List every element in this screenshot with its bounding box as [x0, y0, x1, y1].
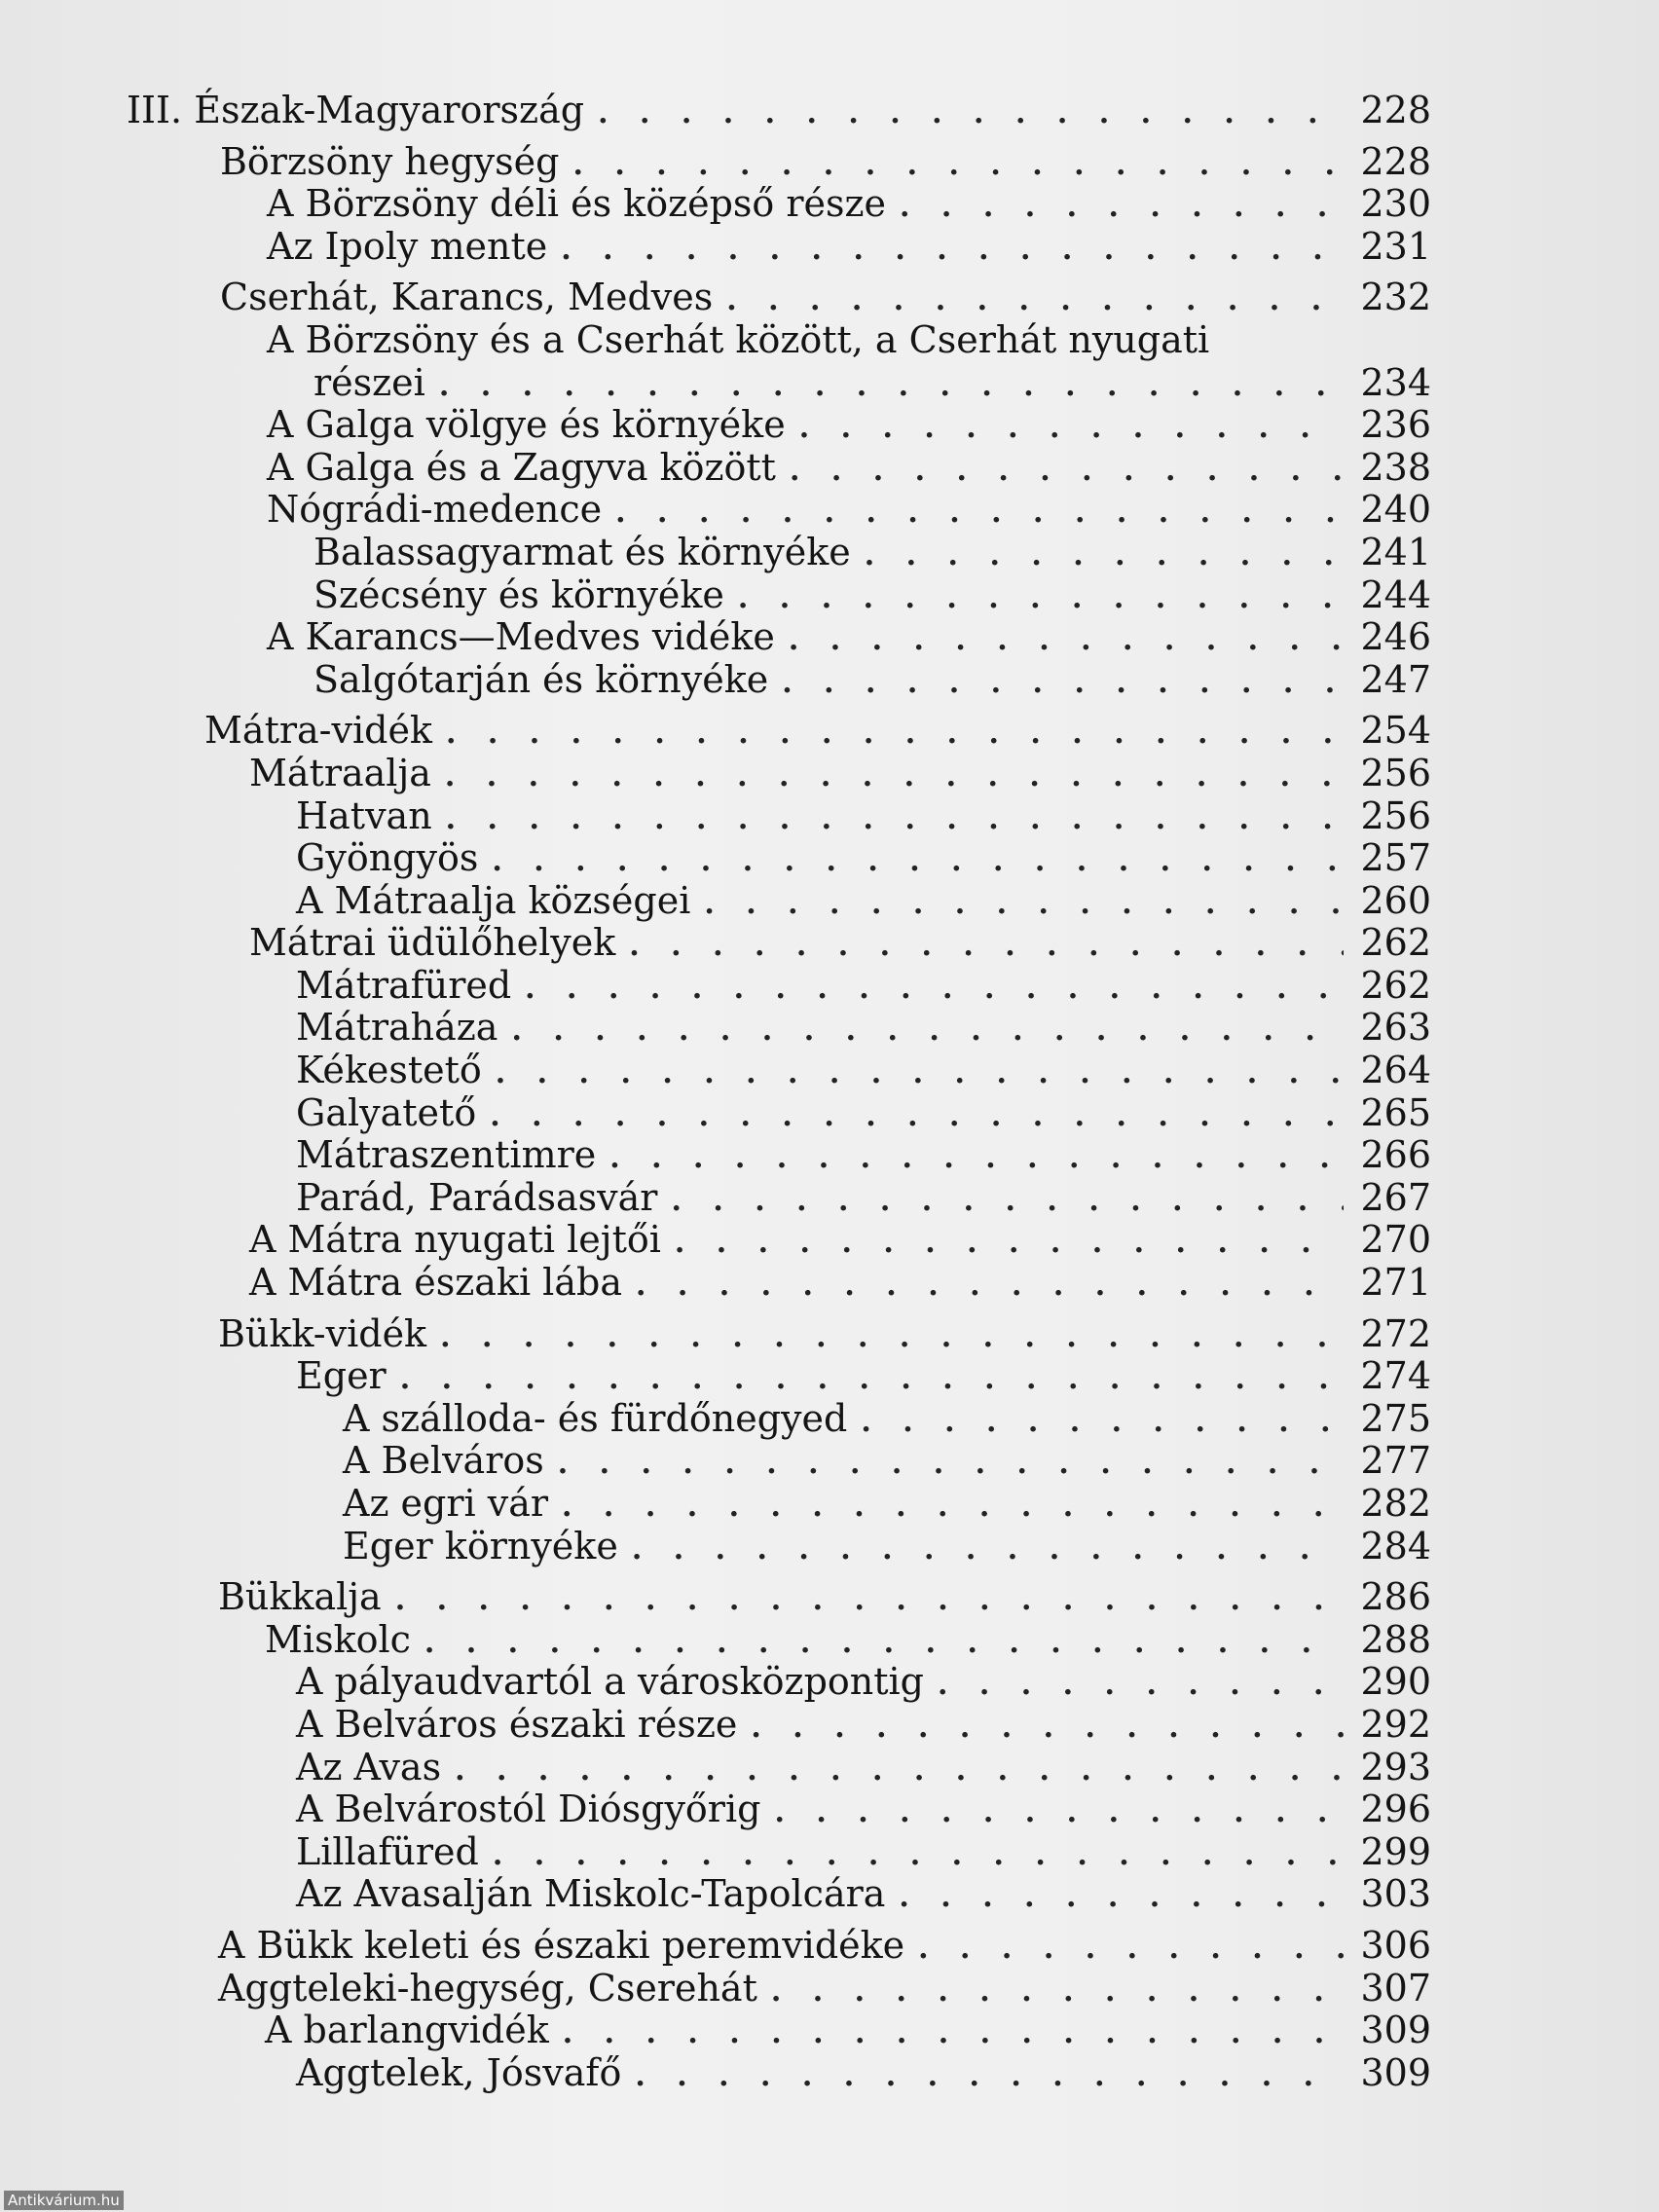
toc-entry: [127, 1219, 1431, 1262]
toc-entry: [127, 1704, 1431, 1747]
entry-label: Salgótarján és környéke: [313, 657, 769, 701]
toc-entry: [127, 1576, 1431, 1619]
entry-label: A Galga és a Zagyva között: [267, 445, 776, 489]
entry-label: A Börzsöny és a Cserhát között, a Cserhát nyugati: [267, 317, 1210, 361]
entry-label: A Galga völgye és környéke: [267, 403, 786, 447]
section-heading: [127, 90, 1431, 132]
entry-label: Miskolc: [265, 1617, 411, 1661]
dot-leader: [671, 1180, 1344, 1223]
entry-label: Parád, Parádsasvár: [296, 1175, 658, 1219]
dot-leader: [799, 407, 1344, 450]
dot-leader: [440, 1316, 1344, 1359]
dot-leader: [790, 450, 1344, 493]
toc-entry: [127, 710, 1431, 753]
toc-entry: [127, 276, 1431, 319]
entry-label: A Karancs—Medves vidéke: [267, 615, 775, 659]
toc-entry: [127, 362, 1431, 405]
dot-leader: [424, 1622, 1344, 1665]
toc-entry: [127, 1177, 1431, 1220]
toc-entry: [127, 1526, 1431, 1568]
page-number: 288: [1360, 1617, 1431, 1661]
entry-label: A Bükk keleti és északi peremvidéke: [218, 1923, 905, 1967]
entry-label: Bükk-vidék: [218, 1311, 427, 1355]
page-number: 241: [1360, 530, 1431, 573]
page-number: 286: [1360, 1575, 1431, 1619]
entry-label: A Börzsöny déli és középső része: [267, 182, 887, 226]
dot-leader: [525, 968, 1344, 1011]
dot-leader: [395, 1579, 1344, 1622]
page-number: 296: [1360, 1788, 1431, 1831]
toc-entry: [127, 922, 1431, 965]
dot-leader: [563, 2012, 1344, 2055]
section-title-text: Észak-Magyarország: [194, 89, 585, 131]
page-number: 272: [1360, 1311, 1431, 1355]
dot-leader: [629, 925, 1344, 968]
page-number: 260: [1360, 878, 1431, 922]
toc-entry: [127, 1092, 1431, 1135]
dot-leader: [445, 756, 1344, 798]
toc-entry: [127, 2052, 1431, 2095]
entry-label: Nógrádi-medence: [267, 488, 603, 532]
toc-entry: [127, 183, 1431, 226]
page-number: 284: [1360, 1524, 1431, 1567]
dot-leader: [789, 619, 1344, 662]
entry-label: Mátraszentimre: [296, 1133, 597, 1177]
toc-entry: [127, 1262, 1431, 1305]
page-number: 307: [1360, 1966, 1431, 2009]
toc-entry: [127, 659, 1431, 702]
page-number: 254: [1360, 709, 1431, 753]
dot-leader: [615, 492, 1344, 535]
entry-label: Mátraalja: [249, 751, 431, 794]
dot-leader: [635, 2055, 1344, 2098]
entry-label: A barlangvidék: [265, 2009, 549, 2052]
page-number: 270: [1360, 1218, 1431, 1262]
page-number: 262: [1360, 963, 1431, 1007]
dot-leader: [511, 1010, 1344, 1052]
dot-leader: [899, 1876, 1344, 1919]
page-number: 244: [1360, 572, 1431, 616]
toc-entry: [127, 1398, 1431, 1441]
dot-leader: [609, 1137, 1344, 1180]
entry-label: Aggtelek, Jósvafő: [296, 2050, 622, 2094]
entry-label: Gyöngyös: [296, 836, 479, 880]
page-number: 275: [1360, 1396, 1431, 1440]
entry-label: Mátraháza: [296, 1006, 498, 1050]
page-number: 293: [1360, 1745, 1431, 1788]
toc-entry: [127, 447, 1431, 490]
toc-entry: [127, 1313, 1431, 1356]
toc-entry: [127, 489, 1431, 532]
page-number: 262: [1360, 921, 1431, 965]
toc-entry: [127, 1831, 1431, 1874]
page-number: 228: [1360, 139, 1431, 183]
toc-entry: [127, 880, 1431, 923]
page-number: 234: [1360, 360, 1431, 404]
entry-label: részei: [313, 360, 425, 404]
entry-label: Az Avasalján Miskolc-Tapolcára: [296, 1872, 886, 1916]
toc-entry: [127, 2009, 1431, 2052]
entry-label: Szécsény és környéke: [313, 572, 724, 616]
dot-leader: [774, 1791, 1344, 1834]
dot-leader: [771, 1971, 1344, 2013]
entry-label: A Belvárostól Diósgyőrig: [296, 1788, 761, 1831]
entry-label: A szálloda- és fürdőnegyed: [343, 1396, 848, 1440]
page-number: 267: [1360, 1175, 1431, 1219]
dot-leader: [598, 92, 1344, 135]
toc-entry: [127, 1483, 1431, 1526]
toc-entry: [127, 965, 1431, 1008]
page-number: 290: [1360, 1660, 1431, 1704]
entry-label: Mátrafüred: [296, 963, 512, 1007]
dot-leader: [900, 186, 1344, 229]
toc-entry: [127, 1968, 1431, 2010]
entry-label: Kékestető: [296, 1049, 482, 1092]
entry-label: A pályaudvartól a városközpontig: [296, 1660, 924, 1704]
table-of-contents: [127, 90, 1431, 2094]
toc-entry: [127, 616, 1431, 659]
entry-label: Aggteleki-hegység, Cserehát: [218, 1966, 757, 2009]
toc-entry: [127, 226, 1431, 269]
dot-leader: [496, 1052, 1344, 1095]
page-number: 257: [1360, 836, 1431, 880]
entry-label: Galyatető: [296, 1090, 477, 1134]
dot-leader: [455, 1750, 1344, 1792]
page-number: 263: [1360, 1006, 1431, 1050]
toc-entry: [127, 1134, 1431, 1177]
toc-entry: [127, 837, 1431, 880]
dot-leader: [675, 1222, 1344, 1265]
watermark: Antikvárium.hu: [4, 2191, 124, 2210]
toc-entry: [127, 1925, 1431, 1968]
entry-label: Mátra-vidék: [204, 709, 432, 753]
toc-entry: [127, 1355, 1431, 1398]
page-number: 309: [1360, 2050, 1431, 2094]
toc-entry: [127, 1873, 1431, 1916]
page-number: 232: [1360, 276, 1431, 319]
dot-leader: [439, 365, 1344, 408]
page-number: 246: [1360, 615, 1431, 659]
entry-label: A Belváros: [343, 1439, 544, 1483]
page-number: 271: [1360, 1261, 1431, 1305]
page-number: 231: [1360, 224, 1431, 268]
entry-label: Börzsöny hegység: [220, 139, 560, 183]
dot-leader: [492, 840, 1344, 883]
page-number: 240: [1360, 488, 1431, 532]
entry-label: A Mátraalja községei: [296, 878, 691, 922]
page-number: 247: [1360, 657, 1431, 701]
dot-leader: [400, 1358, 1344, 1401]
page-number: 306: [1360, 1923, 1431, 1967]
entry-label: Balassagyarmat és környéke: [313, 530, 851, 573]
entry-label: Cserhát, Karancs, Medves: [220, 276, 714, 319]
entry-label: Az Avas: [296, 1745, 442, 1788]
entry-label: Hatvan: [296, 793, 432, 837]
toc-entry: [127, 1007, 1431, 1050]
toc-entry: [127, 1747, 1431, 1789]
entry-label: Bükkalja: [218, 1575, 382, 1619]
page-number: 265: [1360, 1090, 1431, 1134]
page-number: 282: [1360, 1482, 1431, 1525]
toc-entry: [127, 753, 1431, 795]
toc-entry: [127, 1050, 1431, 1092]
dot-leader: [636, 1265, 1344, 1308]
toc-entry: [127, 1661, 1431, 1704]
dot-leader: [558, 1443, 1344, 1486]
dot-leader: [918, 1928, 1344, 1971]
page-number: 256: [1360, 751, 1431, 794]
dot-leader: [726, 279, 1344, 322]
page-number: 299: [1360, 1829, 1431, 1873]
page-number: 292: [1360, 1702, 1431, 1746]
dot-leader: [446, 798, 1344, 841]
page-number: 274: [1360, 1354, 1431, 1398]
entry-label: Az egri vár: [343, 1482, 549, 1525]
dot-leader: [704, 883, 1344, 926]
page-number: 236: [1360, 403, 1431, 447]
page-number: 277: [1360, 1439, 1431, 1483]
entry-label: Az Ipoly mente: [267, 224, 548, 268]
dot-leader: [561, 229, 1344, 272]
dot-leader: [490, 1095, 1344, 1138]
entry-label: Eger környéke: [343, 1524, 618, 1567]
dot-leader: [632, 1529, 1344, 1571]
toc-entry: [127, 1788, 1431, 1831]
toc-entry: [127, 1440, 1431, 1483]
page-number: 230: [1360, 182, 1431, 226]
toc-entry: [127, 1619, 1431, 1662]
page-number: 228: [1360, 89, 1431, 131]
dot-leader: [446, 713, 1344, 756]
section-number: III.: [127, 89, 183, 131]
entry-label: A Mátra északi lába: [249, 1261, 622, 1305]
dot-leader: [938, 1664, 1344, 1707]
entry-label: Mátrai üdülőhelyek: [249, 921, 616, 965]
page-number: 256: [1360, 793, 1431, 837]
dot-leader: [738, 577, 1344, 620]
page-number: 303: [1360, 1872, 1431, 1916]
entry-label: Eger: [296, 1354, 387, 1398]
entry-label: A Mátra nyugati lejtői: [249, 1218, 661, 1262]
toc-entry: [127, 574, 1431, 617]
dot-leader: [865, 535, 1344, 577]
toc-entry: [127, 795, 1431, 838]
page-number: 266: [1360, 1133, 1431, 1177]
toc-entry: [127, 404, 1431, 447]
toc-entry: [127, 319, 1431, 362]
page-number: 309: [1360, 2009, 1431, 2052]
toc-entry: [127, 141, 1431, 184]
entry-label: A Belváros északi része: [296, 1702, 738, 1746]
dot-leader: [562, 1486, 1344, 1529]
dot-leader: [782, 662, 1344, 705]
dot-leader: [493, 1834, 1344, 1877]
entry-label: Lillafüred: [296, 1829, 479, 1873]
page-number: 238: [1360, 445, 1431, 489]
section-title: [127, 90, 598, 132]
page-number: 264: [1360, 1049, 1431, 1092]
dot-leader: [572, 144, 1344, 187]
toc-entry: [127, 532, 1431, 574]
dot-leader: [751, 1707, 1344, 1750]
dot-leader: [861, 1401, 1344, 1444]
